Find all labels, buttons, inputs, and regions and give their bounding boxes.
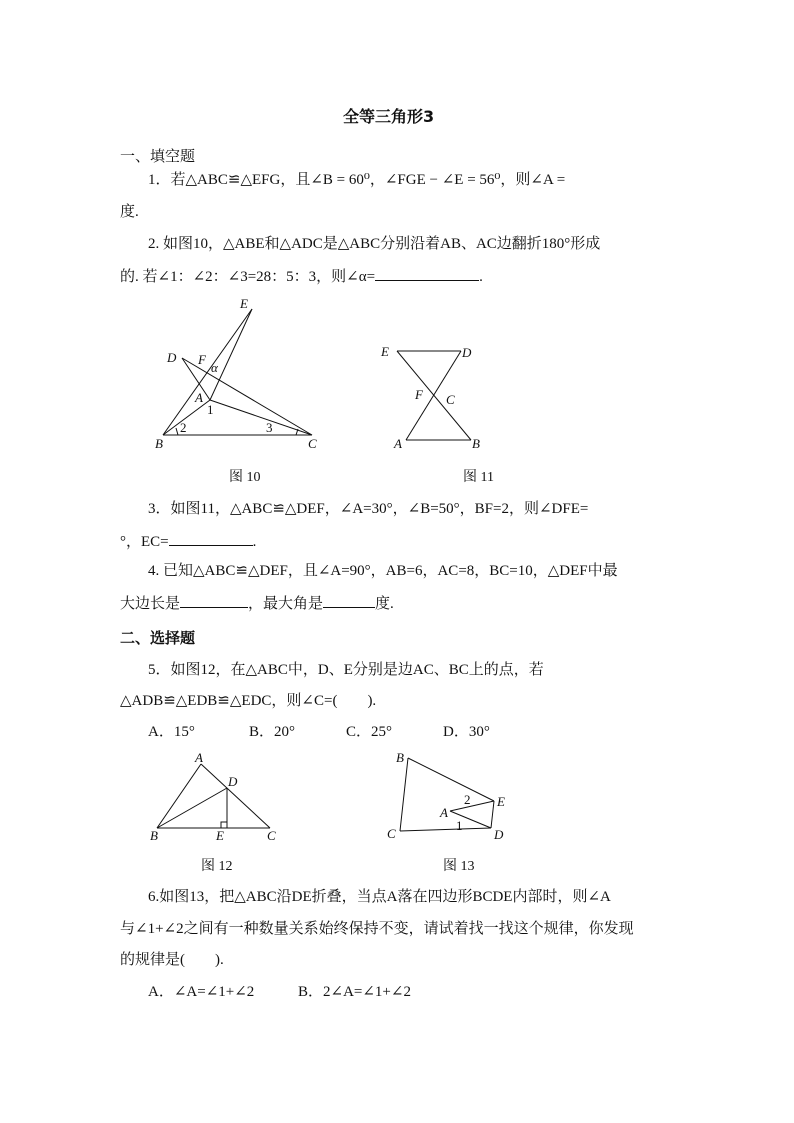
fig12-label-b: B: [150, 828, 158, 843]
fig10-label-2: 2: [180, 420, 187, 435]
fig11-label-d: D: [462, 345, 472, 360]
fig11-label-c: C: [446, 392, 455, 407]
fig13-line-de: [491, 801, 494, 828]
question-6-option-b[interactable]: B．2∠A=∠1+∠2: [298, 984, 411, 1000]
fig10-angle-2-arc: [176, 428, 178, 435]
fig10-label-f: F: [198, 352, 206, 367]
question-1-line-2: 度.: [120, 204, 139, 220]
fig13-label-d: D: [494, 827, 504, 842]
fig10-line-ba: [163, 400, 210, 435]
question-5-option-c[interactable]: C．25°: [346, 724, 393, 740]
question-3-line-2: °，EC= .: [120, 530, 256, 552]
question-1-line-1: 1．若△ABC≌△EFG，且∠B = 60⁰，∠FGE − ∠E = 56⁰，则∠A =: [148, 172, 566, 188]
fig13-label-2: 2: [464, 792, 471, 807]
answer-blank[interactable]: [323, 592, 375, 608]
fig10-label-1: 1: [207, 402, 214, 417]
question-6-option-a[interactable]: A．∠A=∠1+∠2: [148, 984, 255, 1000]
fig12-label-d: D: [228, 774, 238, 789]
question-5-line-1: 5．如图12，在△ABC中，D、E分别是边AC、BC上的点，若: [148, 662, 544, 678]
figure-13-caption: 图 13: [443, 859, 475, 874]
fig10-label-e: E: [240, 296, 248, 311]
fig12-label-e: E: [216, 828, 224, 843]
fig12-label-c: C: [267, 828, 276, 843]
fig12-label-a: A: [195, 750, 203, 765]
page-title: 全等三角形3: [343, 107, 435, 126]
section-heading-fill-in: 一、填空题: [120, 147, 196, 165]
answer-blank[interactable]: [375, 265, 479, 281]
figure-12: [145, 748, 295, 848]
fig13-line-be: [408, 758, 494, 801]
figure-13: [380, 748, 520, 848]
fig11-label-b: B: [472, 436, 480, 451]
question-6-line-2: 与∠1+∠2之间有一种数量关系始终保持不变，请试着找一找这个规律，你发现: [120, 921, 634, 937]
answer-blank[interactable]: [169, 530, 253, 546]
figure-10-caption: 图 10: [229, 470, 261, 485]
question-5-option-b[interactable]: B．20°: [249, 724, 296, 740]
fig10-label-a: A: [195, 390, 203, 405]
fig11-label-a: A: [394, 436, 402, 451]
section-heading-multiple-choice: 二、选择题: [120, 629, 196, 647]
fig13-line-ae: [450, 801, 494, 811]
answer-blank[interactable]: [180, 592, 248, 608]
question-6-line-1: 6.如图13，把△ABC沿DE折叠，当点A落在四边形BCDE内部时，则∠A: [148, 889, 611, 905]
figure-12-caption: 图 12: [201, 859, 233, 874]
fig11-label-e: E: [381, 344, 389, 359]
fig12-line-ba: [157, 764, 201, 828]
figure-11: [375, 336, 495, 454]
question-5-option-d[interactable]: D．30°: [443, 724, 490, 740]
fig11-label-f: F: [415, 387, 423, 402]
question-4-line-1: 4. 已知△ABC≌△DEF，且∠A=90°，AB=6，AC=8，BC=10，△DEF中最: [148, 563, 618, 579]
question-4-line-2: 大边长是 ，最大角是 度.: [120, 592, 394, 614]
question-3-line-1: 3．如图11，△ABC≌△DEF，∠A=30°，∠B=50°，BF=2，则∠DFE=: [148, 501, 589, 517]
fig10-label-3: 3: [266, 420, 273, 435]
question-2-line-1: 2. 如图10，△ABE和△ADC是△ABC分别沿着AB、AC边翻折180°形成: [148, 236, 601, 252]
question-6-line-3: 的规律是( ).: [120, 952, 224, 968]
fig10-line-ae: [210, 309, 252, 400]
fig13-line-bc: [400, 758, 408, 831]
figure-11-caption: 图 11: [463, 470, 494, 485]
question-2-line-2: 的. 若∠1：∠2：∠3=28：5：3，则∠α= .: [120, 265, 483, 287]
fig13-label-a: A: [440, 805, 448, 820]
fig13-label-b: B: [396, 750, 404, 765]
fig10-label-alpha: α: [211, 360, 218, 375]
question-5-option-a[interactable]: A．15°: [148, 724, 195, 740]
fig12-line-bd: [157, 788, 227, 828]
fig10-label-b: B: [155, 436, 163, 451]
fig10-label-c: C: [308, 436, 317, 451]
figure-10: [145, 292, 345, 457]
question-5-line-2: △ADB≌△EDB≌△EDC，则∠C=( ).: [120, 693, 377, 709]
fig13-line-cd: [400, 828, 491, 831]
fig13-label-e: E: [497, 794, 505, 809]
fig13-label-1: 1: [456, 818, 463, 833]
fig13-label-c: C: [387, 826, 396, 841]
fig10-label-d: D: [167, 350, 177, 365]
